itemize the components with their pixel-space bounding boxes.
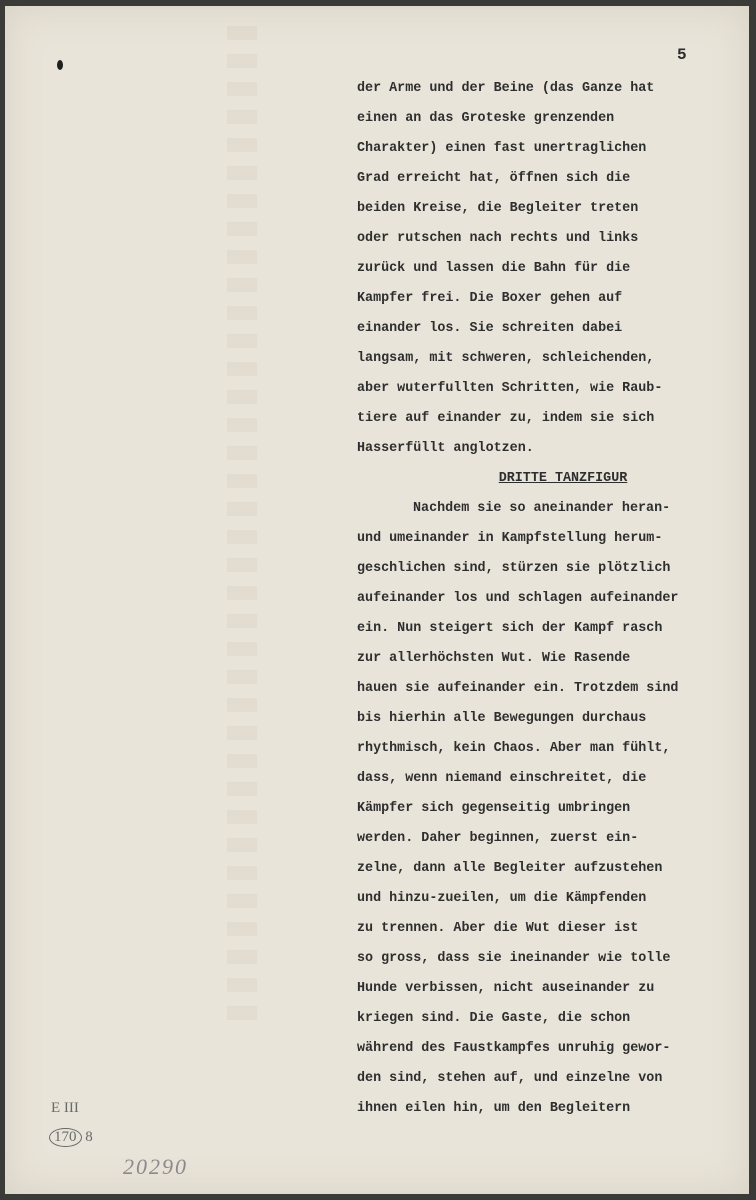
text-line: ihnen eilen hin, um den Begleitern	[357, 1101, 631, 1116]
section-heading: DRITTE TANZFIGUR	[498, 471, 628, 486]
text-line: und hinzu-zueilen, um die Kämpfenden	[357, 891, 647, 906]
bleed-through-shadow	[227, 26, 257, 1026]
ink-dot	[57, 60, 63, 70]
text-line: und umeinander in Kampfstellung herum-	[357, 531, 663, 546]
text-line: aufeinander los und schlagen aufeinander	[357, 591, 679, 606]
text-line: zelne, dann alle Begleiter aufzustehen	[357, 861, 663, 876]
text-line: so gross, dass sie ineinander wie tolle	[357, 951, 671, 966]
text-line: zur allerhöchsten Wut. Wie Rasende	[357, 651, 631, 666]
folio-annotation	[49, 1128, 93, 1147]
text-line: ein. Nun steigert sich der Kampf rasch	[357, 621, 663, 636]
text-line: einen an das Groteske grenzenden	[357, 111, 615, 126]
text-line: kriegen sind. Die Gaste, die schon	[357, 1011, 631, 1026]
text-line: während des Faustkampfes unruhig gewor-	[357, 1041, 671, 1056]
text-line: der Arme und der Beine (das Ganze hat	[357, 81, 655, 96]
text-line: einander los. Sie schreiten dabei	[357, 321, 623, 336]
text-line: rhythmisch, kein Chaos. Aber man fühlt,	[357, 741, 671, 756]
archive-reference: E III	[51, 1100, 79, 1116]
text-line: zu trennen. Aber die Wut dieser ist	[357, 921, 639, 936]
document-page	[5, 6, 749, 1194]
text-line: tiere auf einander zu, indem sie sich	[357, 411, 655, 426]
text-line: Kämpfer sich gegenseitig umbringen	[357, 801, 631, 816]
text-line: Grad erreicht hat, öffnen sich die	[357, 171, 631, 186]
text-line: geschlichen sind, stürzen sie plötzlich	[357, 561, 671, 576]
text-line: Hasserfüllt anglotzen.	[357, 441, 534, 456]
text-line: dass, wenn niemand einschreitet, die	[357, 771, 647, 786]
text-line: hauen sie aufeinander ein. Trotzdem sind	[357, 681, 679, 696]
text-line: werden. Daher beginnen, zuerst ein-	[357, 831, 639, 846]
text-line: Nachdem sie so aneinander heran-	[413, 501, 671, 516]
text-line: oder rutschen nach rechts und links	[357, 231, 639, 246]
text-line: Kampfer frei. Die Boxer gehen auf	[357, 291, 623, 306]
text-line: den sind, stehen auf, und einzelne von	[357, 1071, 663, 1086]
circled-folio-number: 170	[49, 1128, 82, 1147]
text-line: zurück und lassen die Bahn für die	[357, 261, 631, 276]
text-line: aber wuterfullten Schritten, wie Raub-	[357, 381, 663, 396]
text-line: Charakter) einen fast unertraglichen	[357, 141, 647, 156]
text-line: beiden Kreise, die Begleiter treten	[357, 201, 639, 216]
page-number: 5	[677, 46, 687, 64]
text-line: bis hierhin alle Bewegungen durchaus	[357, 711, 647, 726]
text-line: Hunde verbissen, nicht auseinander zu	[357, 981, 655, 996]
text-line: langsam, mit schweren, schleichenden,	[357, 351, 655, 366]
folio-suffix: 8	[85, 1129, 93, 1145]
typed-text-body	[357, 74, 729, 1124]
inventory-number: 20290	[123, 1154, 188, 1179]
